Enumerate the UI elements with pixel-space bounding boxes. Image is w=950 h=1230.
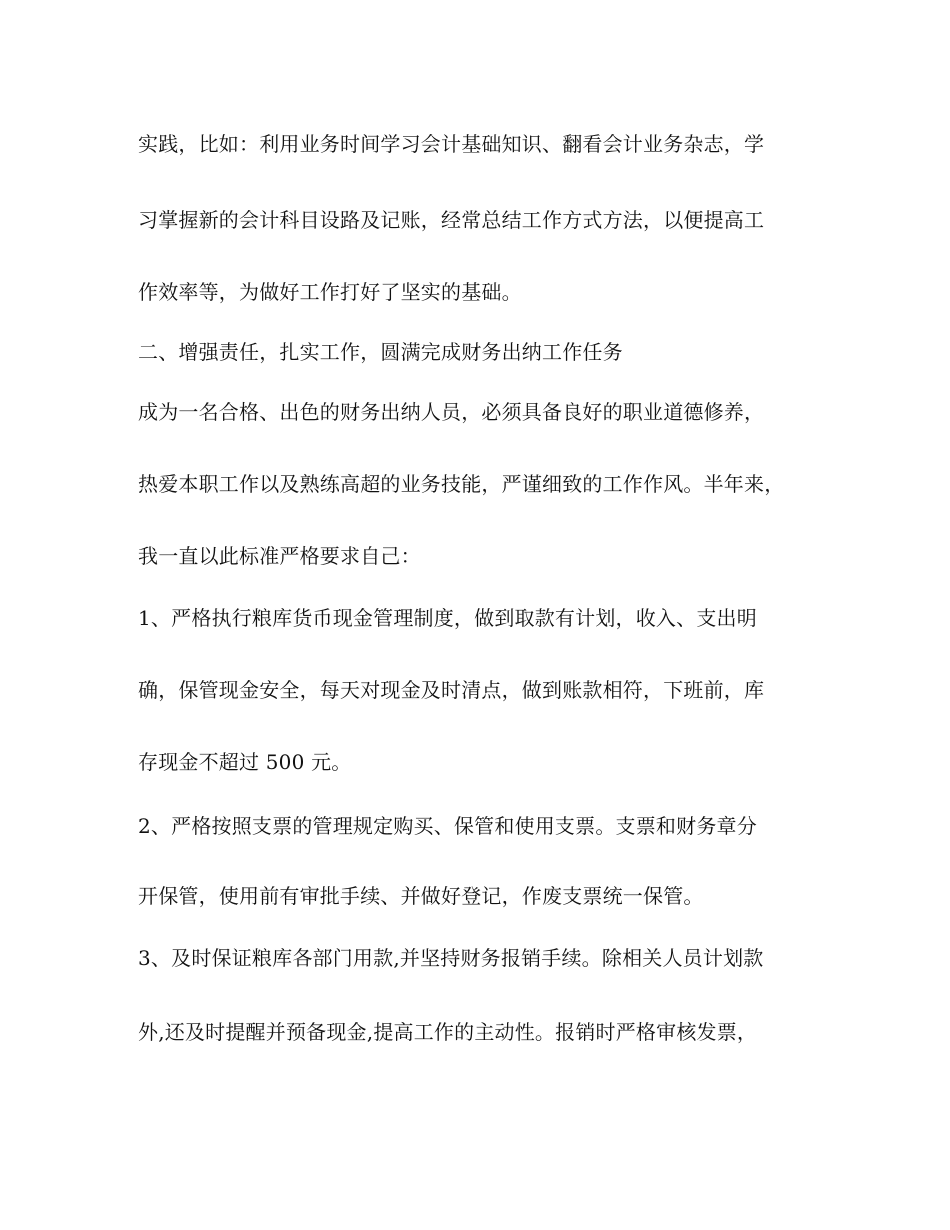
section-heading: 二、增强责任，扎实工作，圆满完成财务出纳工作任务 (138, 340, 623, 364)
text-line: 习掌握新的会计科目设路及记账，经常总结工作方式方法，以便提高工 (138, 208, 765, 232)
list-item-1-line: 存现金不超过 500 元。 (138, 750, 352, 774)
list-item-1-line: 确，保管现金安全，每天对现金及时清点，做到账款相符，下班前，库 (138, 678, 765, 702)
list-item-2-line: 开保管，使用前有审批手续、并做好登记，作废支票统一保管。 (138, 884, 704, 908)
list-item-1-line: 1、严格执行粮库货币现金管理制度，做到取款有计划，收入、支出明 (138, 606, 757, 630)
text-line: 作效率等，为做好工作打好了坚实的基础。 (138, 280, 522, 304)
list-item-2-line: 2、严格按照支票的管理规定购买、保管和使用支票。支票和财务章分 (138, 814, 757, 838)
text-line: 我一直以此标准严格要求自己： (138, 544, 421, 568)
text-line: 热爱本职工作以及熟练高超的业务技能，严谨细致的工作作风。半年来， (138, 472, 785, 496)
list-item-3-line: 3、及时保证粮库各部门用款,并坚持财务报销手续。除相关人员计划款 (138, 946, 764, 970)
text-line: 实践，比如：利用业务时间学习会计基础知识、翻看会计业务杂志，学 (138, 132, 765, 156)
text-line: 成为一名合格、出色的财务出纳人员，必须具备良好的职业道德修养， (138, 400, 765, 424)
list-item-3-line: 外,还及时提醒并预备现金,提高工作的主动性。报销时严格审核发票， (138, 1020, 758, 1044)
